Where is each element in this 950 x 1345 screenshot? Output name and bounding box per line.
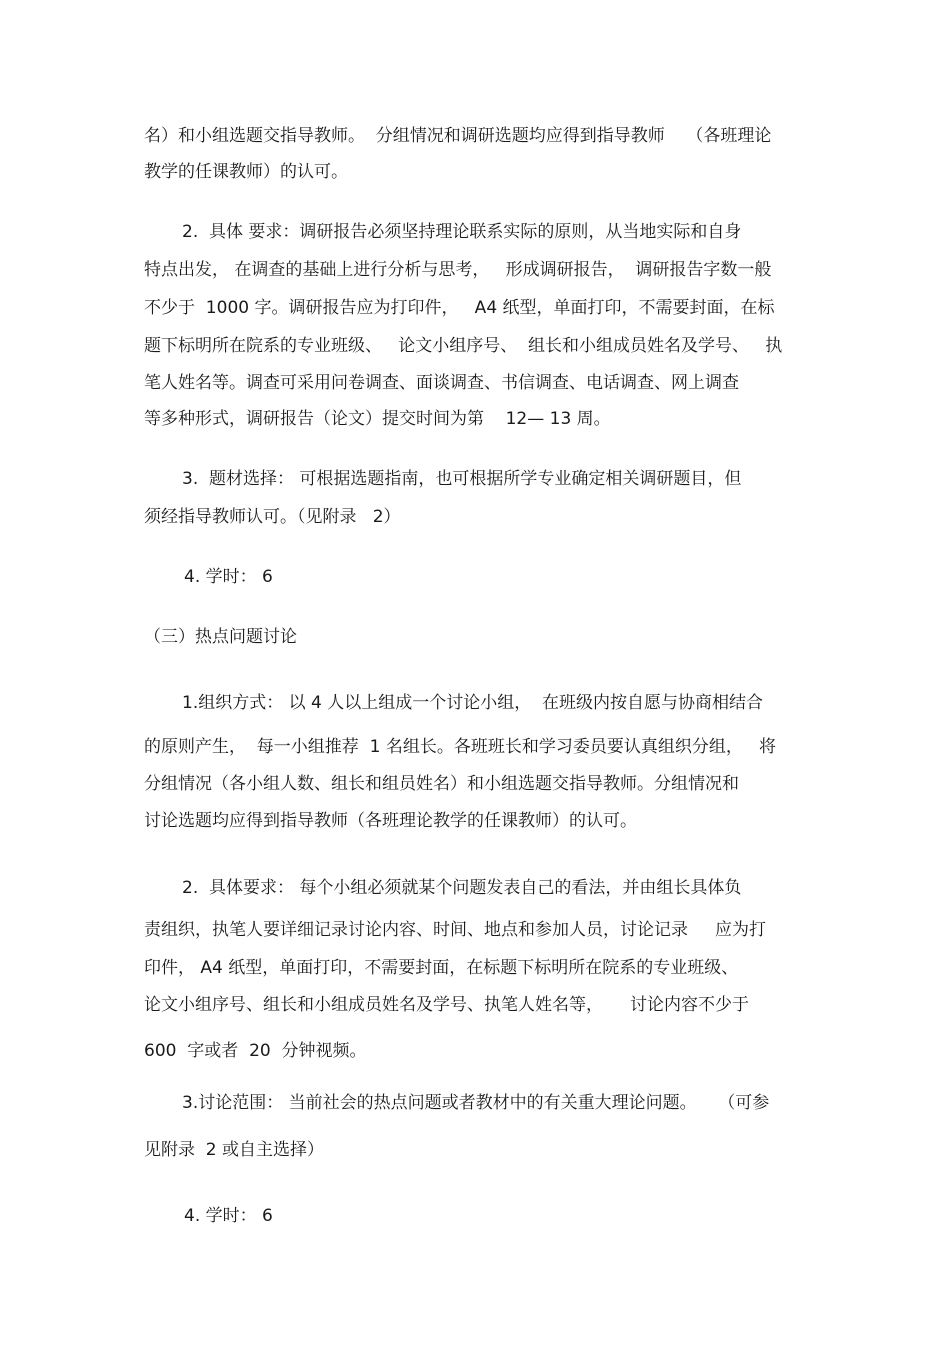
text-line-2: 教学的任课教师）的认可。	[144, 162, 348, 182]
text-line-7: 笔人姓名等。调查可采用问卷调查、面谈调查、书信调查、电话调查、网上调查	[144, 373, 739, 393]
text-line-13: 1.组织方式： 以 4 人以上组成一个讨论小组， 在班级内按自愿与协商相结合	[182, 693, 764, 713]
text-line-17: 2. 具体要求： 每个小组必须就某个问题发表自己的看法，并由组长具体负	[182, 878, 742, 898]
text-line-16: 讨论选题均应得到指导教师（各班理论教学的任课教师）的认可。	[144, 811, 637, 831]
text-line-9: 3. 题材选择： 可根据选题指南，也可根据所学专业确定相关调研题目，但	[182, 469, 742, 489]
text-line-24: 4. 学时： 6	[184, 1206, 273, 1226]
text-line-10: 须经指导教师认可。（见附录 2）	[144, 507, 401, 527]
text-line-20: 论文小组序号、组长和小组成员姓名及学号、执笔人姓名等， 讨论内容不少于	[144, 995, 750, 1015]
text-line-21: 600 字或者 20 分钟视频。	[144, 1041, 367, 1061]
text-line-19: 印件， A4 纸型，单面打印，不需要封面，在标题下标明所在院系的专业班级、	[144, 958, 739, 978]
text-line-23: 见附录 2 或自主选择）	[144, 1140, 325, 1160]
text-line-6: 题下标明所在院系的专业班级、 论文小组序号、 组长和小组成员姓名及学号、 执	[144, 336, 783, 356]
text-line-14: 的原则产生， 每一小组推荐 1 名组长。各班班长和学习委员要认真组织分组， 将	[144, 737, 777, 757]
text-line-22: 3.讨论范围： 当前社会的热点问题或者教材中的有关重大理论问题。 （可参	[182, 1093, 770, 1113]
text-line-15: 分组情况（各小组人数、组长和组员姓名）和小组选题交指导教师。分组情况和	[144, 774, 739, 794]
text-line-5: 不少于 1000 字。调研报告应为打印件， A4 纸型，单面打印，不需要封面，在标	[144, 298, 775, 318]
text-line-18: 责组织，执笔人要详细记录讨论内容、时间、地点和参加人员，讨论记录 应为打	[144, 920, 767, 940]
text-line-4: 特点出发， 在调查的基础上进行分析与思考， 形成调研报告， 调研报告字数一般	[144, 260, 772, 280]
section-heading: （三）热点问题讨论	[144, 627, 297, 647]
text-line-1: 名）和小组选题交指导教师。 分组情况和调研选题均应得到指导教师 （各班理论	[144, 126, 772, 146]
text-line-8: 等多种形式，调研报告（论文）提交时间为第 12— 13 周。	[144, 409, 611, 429]
text-line-3: 2. 具体 要求：调研报告必须坚持理论联系实际的原则，从当地实际和自身	[182, 222, 742, 242]
text-line-11: 4. 学时： 6	[184, 567, 273, 587]
